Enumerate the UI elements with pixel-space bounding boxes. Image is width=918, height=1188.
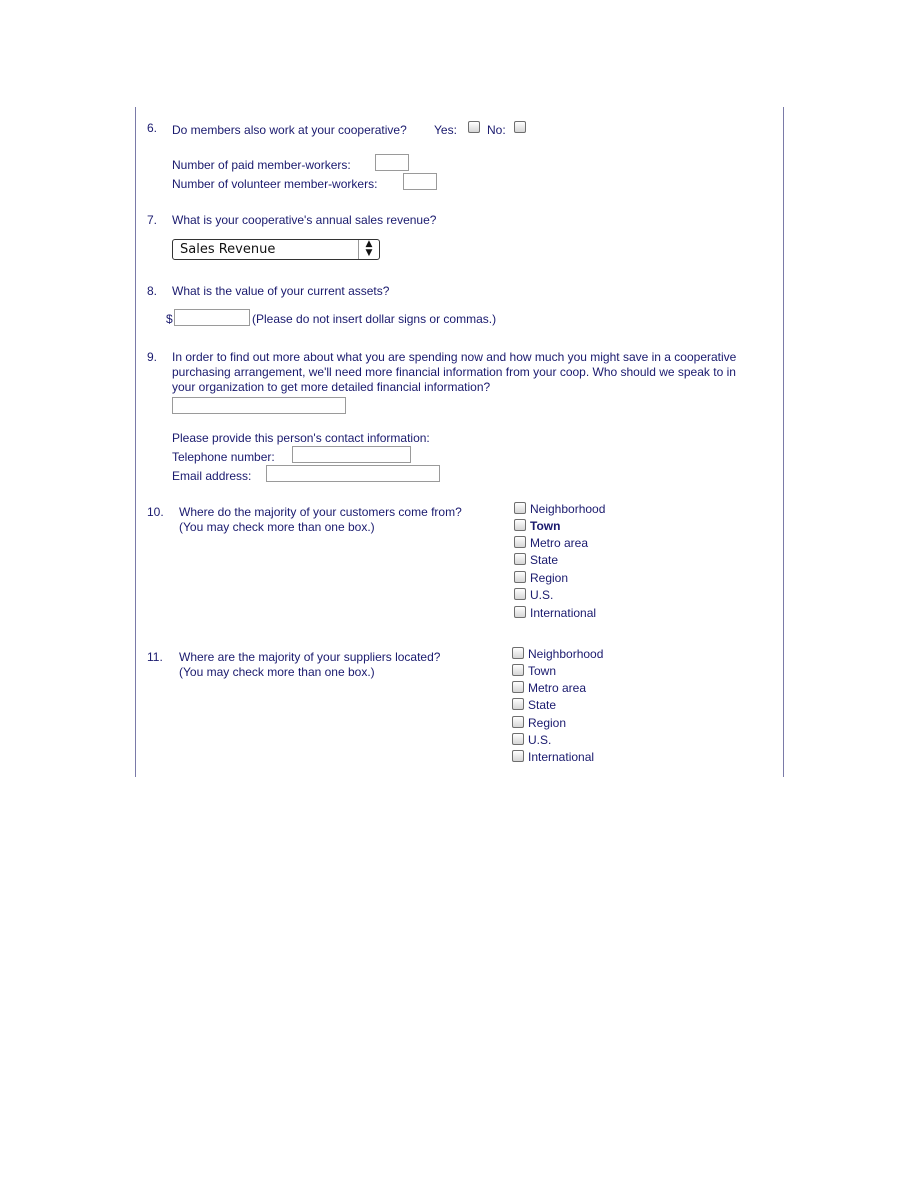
q10-option-region: Region — [530, 571, 569, 585]
current-assets-input[interactable] — [174, 309, 250, 326]
q11-checkbox-town[interactable] — [512, 664, 524, 676]
q10-checkbox-region[interactable] — [514, 571, 526, 583]
contact-info-prompt: Please provide this person's contact information: — [172, 431, 430, 445]
telephone-label: Telephone number: — [172, 450, 275, 464]
question-number-8: 8. — [147, 284, 158, 298]
assets-note: (Please do not insert dollar signs or commas.) — [252, 312, 497, 326]
q10-option-neighborhood: Neighborhood — [530, 502, 606, 516]
question-number-6: 6. — [147, 121, 158, 135]
q11-checkbox-neighborhood[interactable] — [512, 647, 524, 659]
q10-option-us: U.S. — [530, 588, 554, 602]
q11-option-international: International — [528, 750, 595, 764]
question-10-text: Where do the majority of your customers come from? — [179, 505, 462, 519]
paid-workers-input[interactable] — [375, 154, 409, 171]
question-number-11: 11. — [147, 650, 163, 664]
financial-contact-name-input[interactable] — [172, 397, 346, 414]
telephone-input[interactable] — [292, 446, 411, 463]
q11-option-state: State — [528, 698, 557, 712]
question-10-hint: (You may check more than one box.) — [179, 520, 375, 534]
question-7-text: What is your cooperative's annual sales revenue? — [172, 213, 437, 227]
question-number-9: 9. — [147, 350, 158, 364]
q11-option-metro-area: Metro area — [528, 681, 587, 695]
q11-option-us: U.S. — [528, 733, 552, 747]
question-6-text: Do members also work at your cooperative? — [172, 123, 407, 137]
q10-option-international: International — [530, 606, 597, 620]
q10-option-town: Town — [530, 519, 561, 533]
question-number-10: 10. — [147, 505, 164, 519]
q11-checkbox-state[interactable] — [512, 698, 524, 710]
no-label: No: — [487, 123, 506, 137]
q11-option-neighborhood: Neighborhood — [528, 647, 604, 661]
q11-checkbox-international[interactable] — [512, 750, 524, 762]
question-11-hint: (You may check more than one box.) — [179, 665, 375, 679]
sales-revenue-selected-value: Sales Revenue — [180, 242, 276, 257]
q10-checkbox-neighborhood[interactable] — [514, 502, 526, 514]
q10-checkbox-international[interactable] — [514, 606, 526, 618]
currency-symbol: $ — [166, 312, 173, 326]
q10-option-metro-area: Metro area — [530, 536, 589, 550]
q11-checkbox-region[interactable] — [512, 716, 524, 728]
email-input[interactable] — [266, 465, 440, 482]
yes-checkbox[interactable] — [468, 121, 480, 133]
email-label: Email address: — [172, 469, 252, 483]
q11-option-region: Region — [528, 716, 567, 730]
q11-option-town: Town — [528, 664, 557, 678]
question-number-7: 7. — [147, 213, 158, 227]
q10-checkbox-town[interactable] — [514, 519, 526, 531]
volunteer-workers-label: Number of volunteer member-workers: — [172, 177, 378, 191]
q10-checkbox-state[interactable] — [514, 553, 526, 565]
q11-checkbox-us[interactable] — [512, 733, 524, 745]
q11-checkbox-metro-area[interactable] — [512, 681, 524, 693]
question-11-text: Where are the majority of your suppliers located? — [179, 650, 441, 664]
select-arrows-icon: ▲ ▼ — [358, 240, 379, 259]
question-9-text: In order to find out more about what you are spending now and how much you might save in a cooperative purchasing arrangement, we'll need more financial information from your coop. Who should we speak to in your organization to get more detailed financial information? — [172, 350, 737, 394]
q10-checkbox-metro-area[interactable] — [514, 536, 526, 548]
sales-revenue-select[interactable] — [172, 239, 380, 260]
q10-option-state: State — [530, 553, 559, 567]
yes-label: Yes: — [434, 123, 457, 137]
paid-workers-label: Number of paid member-workers: — [172, 158, 351, 172]
volunteer-workers-input[interactable] — [403, 173, 437, 190]
question-8-text: What is the value of your current assets? — [172, 284, 390, 298]
no-checkbox[interactable] — [514, 121, 526, 133]
q10-checkbox-us[interactable] — [514, 588, 526, 600]
